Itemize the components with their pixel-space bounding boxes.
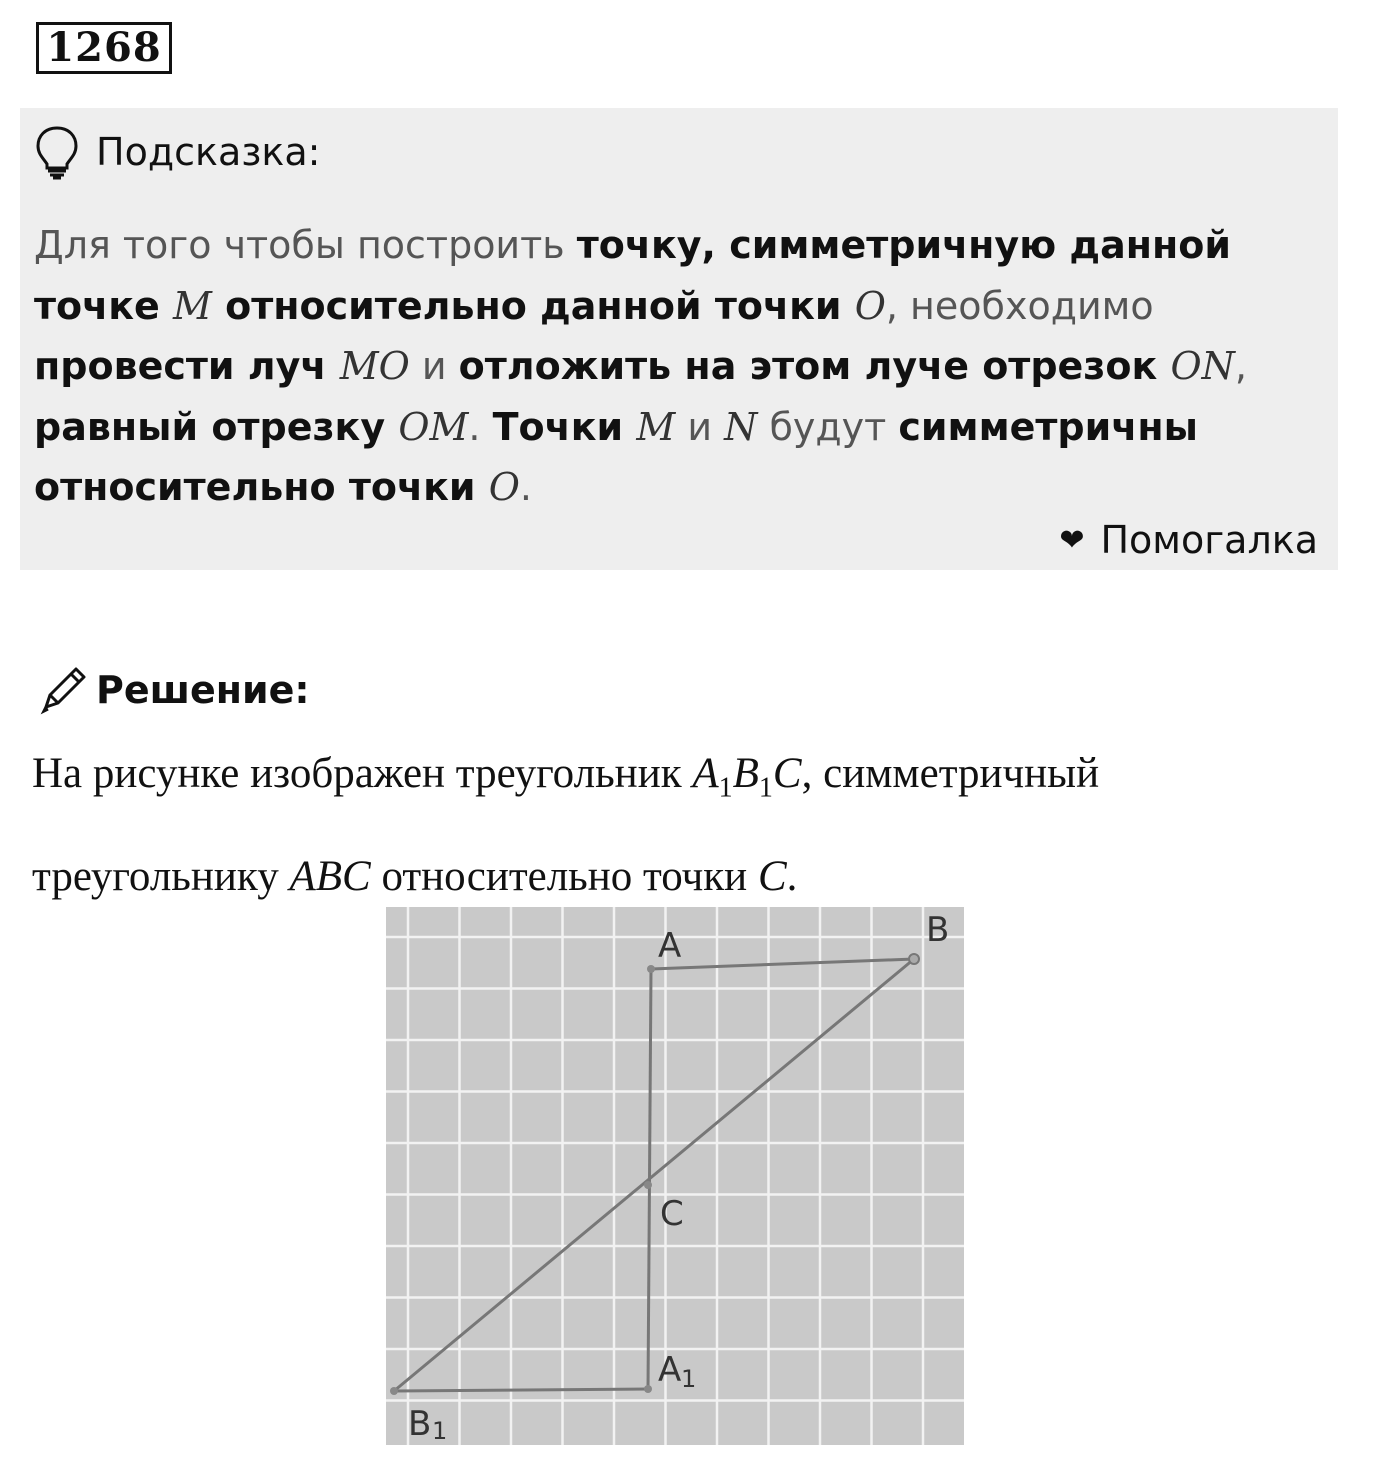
math-var: ON	[1170, 344, 1235, 388]
math-var: O	[854, 283, 886, 328]
label-A1: A	[658, 1350, 682, 1390]
math-var: C	[757, 852, 787, 900]
math-var: C	[772, 750, 802, 797]
pencil-icon	[36, 663, 90, 717]
hint-text-part: .	[519, 465, 533, 509]
point-B1	[390, 1387, 398, 1395]
label-B: B	[926, 910, 950, 950]
hint-header	[34, 122, 320, 182]
math-var: O	[488, 465, 520, 509]
hint-text-part: относительно данной точки	[211, 283, 855, 328]
label-C: C	[660, 1194, 684, 1234]
hint-text	[34, 215, 1324, 518]
label-B1-sub: 1	[432, 1417, 448, 1445]
math-sub: 1	[718, 772, 733, 804]
solution-text-part: треугольнику	[32, 852, 290, 900]
point-C	[644, 1181, 652, 1189]
hint-text-part: и	[675, 404, 725, 449]
label-B1: B	[408, 1404, 432, 1444]
hint-text-part: .	[468, 404, 493, 449]
solution-text-part: .	[786, 852, 798, 900]
hint-text-part: и	[409, 344, 459, 388]
hint-box	[20, 108, 1338, 570]
label-A1-sub: 1	[681, 1365, 697, 1393]
math-var: N	[724, 404, 758, 449]
hint-text-part: отложить на этом луче отрезок	[458, 344, 1171, 388]
segment-A1B1	[394, 1389, 648, 1391]
segment-B-B1	[394, 959, 914, 1391]
hint-text-part: провести луч	[34, 344, 340, 388]
math-var: B	[732, 750, 759, 797]
task-number: 1268	[36, 22, 172, 74]
solution-text-part: На рисунке изображен треугольник	[32, 750, 693, 797]
hint-text-part: точку, симметричную данной точке	[34, 223, 1231, 328]
hint-text-part: симметричны относительно точки	[34, 404, 1198, 509]
math-sub: 1	[758, 772, 773, 804]
lightbulb-icon	[34, 124, 80, 180]
math-var: OM	[398, 404, 469, 449]
solution-title: Решение:	[96, 668, 310, 712]
solution-header	[36, 660, 310, 720]
point-A1	[644, 1385, 652, 1393]
point-B	[909, 954, 919, 964]
point-A	[647, 965, 655, 973]
solution-text-part: относительно точки	[370, 852, 758, 900]
solution-text-part: , симметричный	[801, 750, 1100, 797]
figure-svg	[386, 907, 964, 1445]
hint-text-part: Для того чтобы построить	[34, 223, 577, 267]
heart-icon: ❤	[1059, 522, 1085, 558]
hint-text-part: будут	[757, 404, 899, 449]
solution-line-1	[32, 730, 1372, 833]
brand-name: Помогалка	[1100, 518, 1318, 562]
hint-text-part: равный отрезку	[34, 404, 399, 449]
hint-text-part: ,	[1234, 344, 1248, 388]
math-var: M	[173, 283, 212, 328]
brand	[1059, 518, 1318, 562]
solution-text	[32, 730, 1372, 921]
math-var: M	[636, 404, 676, 449]
math-var: ABC	[289, 852, 371, 900]
hint-title: Подсказка:	[96, 130, 321, 174]
math-var: MO	[339, 344, 410, 388]
segment-AB	[651, 959, 914, 969]
hint-text-part: , необходимо	[885, 283, 1154, 328]
grid-figure	[386, 907, 964, 1445]
math-var: A	[692, 750, 719, 797]
label-A: A	[658, 926, 682, 966]
hint-text-part: Точки	[492, 404, 637, 449]
